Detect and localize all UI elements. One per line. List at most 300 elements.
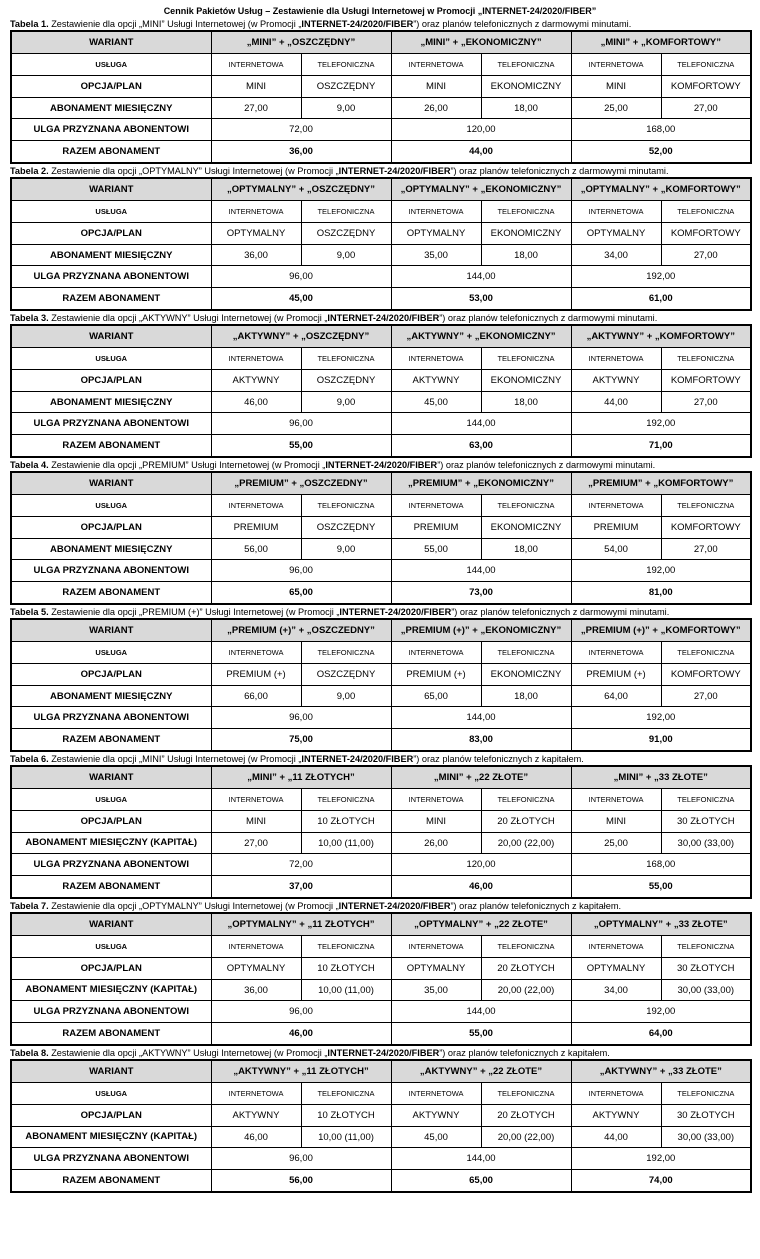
- row-label: ULGA PRZYZNANA ABONENTOWI: [11, 1001, 211, 1023]
- row-label: ULGA PRZYZNANA ABONENTOWI: [11, 119, 211, 141]
- row-label: ABONAMENT MIESIĘCZNY (KAPITAŁ): [11, 1127, 211, 1148]
- cell: 192,00: [571, 266, 751, 288]
- cell: 46,00: [211, 1023, 391, 1046]
- variant-name: „OPTYMALNY” + „11 ZŁOTYCH”: [211, 913, 391, 936]
- cell: 96,00: [211, 707, 391, 729]
- cell: INTERNETOWA: [211, 54, 301, 76]
- caption-prefix: Tabela 1.: [10, 19, 49, 29]
- table-caption: [10, 900, 750, 912]
- cell: 144,00: [391, 413, 571, 435]
- cell: AKTYWNY: [211, 1105, 301, 1127]
- cell: 18,00: [481, 392, 571, 413]
- cell: 72,00: [211, 119, 391, 141]
- cell: 144,00: [391, 266, 571, 288]
- row-razem: [11, 876, 751, 899]
- row-label: OPCJA/PLAN: [11, 664, 211, 686]
- caption-promo: INTERNET-24/2020/FIBER: [339, 607, 452, 617]
- cell: INTERNETOWA: [391, 642, 481, 664]
- cell: TELEFONICZNA: [661, 348, 751, 370]
- cell: 192,00: [571, 707, 751, 729]
- cell: 45,00: [211, 288, 391, 311]
- cell: TELEFONICZNA: [481, 1083, 571, 1105]
- cell: TELEFONICZNA: [301, 54, 391, 76]
- caption-text: Zestawienie dla opcji „PREMIUM (+)” Usługi Internetowej (w Promocji „: [48, 607, 340, 617]
- table-section: [10, 606, 750, 752]
- table-caption: [10, 1047, 750, 1059]
- row-wariant: [11, 619, 751, 642]
- price-table: [10, 618, 752, 752]
- caption-suffix: ”) oraz planów telefonicznych z darmowymi minutami.: [437, 460, 656, 470]
- row-label: RAZEM ABONAMENT: [11, 288, 211, 311]
- row-label: RAZEM ABONAMENT: [11, 1170, 211, 1193]
- cell: AKTYWNY: [571, 370, 661, 392]
- cell: 26,00: [391, 833, 481, 854]
- cell: 25,00: [571, 98, 661, 119]
- cell: TELEFONICZNA: [481, 642, 571, 664]
- cell: 27,00: [661, 392, 751, 413]
- row-label: ABONAMENT MIESIĘCZNY: [11, 686, 211, 707]
- row-abonament: [11, 245, 751, 266]
- cell: TELEFONICZNA: [301, 201, 391, 223]
- cell: 10 ZŁOTYCH: [301, 958, 391, 980]
- caption-suffix: ”) oraz planów telefonicznych z darmowymi minutami.: [439, 313, 658, 323]
- cell: INTERNETOWA: [211, 789, 301, 811]
- row-wariant: [11, 325, 751, 348]
- row-label: USŁUGA: [11, 1083, 211, 1105]
- variant-name: „AKTYWNY” + „KOMFORTOWY”: [571, 325, 751, 348]
- cell: OPTYMALNY: [391, 958, 481, 980]
- cell: 96,00: [211, 413, 391, 435]
- cell: TELEFONICZNA: [661, 936, 751, 958]
- cell: TELEFONICZNA: [481, 789, 571, 811]
- cell: TELEFONICZNA: [301, 642, 391, 664]
- cell: EKONOMICZNY: [481, 370, 571, 392]
- table-section: [10, 753, 750, 899]
- cell: INTERNETOWA: [211, 201, 301, 223]
- cell: 44,00: [571, 1127, 661, 1148]
- variant-name: „AKTYWNY” + „22 ZŁOTE”: [391, 1060, 571, 1083]
- cell: 27,00: [211, 98, 301, 119]
- cell: PREMIUM (+): [571, 664, 661, 686]
- row-usluga: [11, 1083, 751, 1105]
- row-label: WARIANT: [11, 31, 211, 54]
- cell: 74,00: [571, 1170, 751, 1193]
- cell: MINI: [571, 811, 661, 833]
- row-razem: [11, 435, 751, 458]
- row-label: ABONAMENT MIESIĘCZNY (KAPITAŁ): [11, 980, 211, 1001]
- variant-name: „OPTYMALNY” + „33 ZŁOTE”: [571, 913, 751, 936]
- table-section: [10, 459, 750, 605]
- row-label: WARIANT: [11, 766, 211, 789]
- cell: 45,00: [391, 392, 481, 413]
- variant-name: „OPTYMALNY” + „EKONOMICZNY”: [391, 178, 571, 201]
- row-opcja: [11, 223, 751, 245]
- price-table: [10, 765, 752, 899]
- cell: 192,00: [571, 1001, 751, 1023]
- price-table: [10, 30, 752, 164]
- row-label: ABONAMENT MIESIĘCZNY: [11, 98, 211, 119]
- tables-container: [10, 18, 750, 1193]
- cell: KOMFORTOWY: [661, 664, 751, 686]
- cell: 20,00 (22,00): [481, 833, 571, 854]
- caption-prefix: Tabela 6.: [10, 754, 49, 764]
- price-table: [10, 1059, 752, 1193]
- caption-suffix: ”) oraz planów telefonicznych z kapitałem.: [413, 754, 584, 764]
- cell: 55,00: [391, 539, 481, 560]
- price-table: [10, 177, 752, 311]
- row-razem: [11, 729, 751, 752]
- row-label: ABONAMENT MIESIĘCZNY: [11, 245, 211, 266]
- cell: 10,00 (11,00): [301, 833, 391, 854]
- cell: OPTYMALNY: [571, 223, 661, 245]
- cell: 27,00: [661, 245, 751, 266]
- caption-promo: INTERNET-24/2020/FIBER: [338, 166, 451, 176]
- cell: TELEFONICZNA: [481, 348, 571, 370]
- price-table: [10, 912, 752, 1046]
- cell: INTERNETOWA: [571, 789, 661, 811]
- caption-suffix: ”) oraz planów telefonicznych z kapitałem.: [439, 1048, 610, 1058]
- cell: OSZCZĘDNY: [301, 76, 391, 98]
- row-razem: [11, 288, 751, 311]
- variant-name: „MINI” + „OSZCZĘDNY”: [211, 31, 391, 54]
- caption-suffix: ”) oraz planów telefonicznych z darmowymi minutami.: [450, 166, 669, 176]
- cell: 30 ZŁOTYCH: [661, 1105, 751, 1127]
- row-label: OPCJA/PLAN: [11, 370, 211, 392]
- row-wariant: [11, 472, 751, 495]
- row-opcja: [11, 76, 751, 98]
- row-usluga: [11, 201, 751, 223]
- cell: INTERNETOWA: [571, 1083, 661, 1105]
- row-wariant: [11, 178, 751, 201]
- row-ulga: [11, 854, 751, 876]
- variant-name: „AKTYWNY” + „33 ZŁOTE”: [571, 1060, 751, 1083]
- cell: 168,00: [571, 119, 751, 141]
- cell: 61,00: [571, 288, 751, 311]
- row-wariant: [11, 1060, 751, 1083]
- row-opcja: [11, 517, 751, 539]
- variant-name: „MINI” + „33 ZŁOTE”: [571, 766, 751, 789]
- cell: 96,00: [211, 560, 391, 582]
- cell: 30,00 (33,00): [661, 1127, 751, 1148]
- cell: 91,00: [571, 729, 751, 752]
- row-wariant: [11, 766, 751, 789]
- row-ulga: [11, 413, 751, 435]
- cell: 27,00: [661, 539, 751, 560]
- variant-name: „PREMIUM” + „OSZCZEDNY”: [211, 472, 391, 495]
- row-label: OPCJA/PLAN: [11, 958, 211, 980]
- cell: 52,00: [571, 141, 751, 164]
- cell: 30,00 (33,00): [661, 833, 751, 854]
- caption-promo: INTERNET-24/2020/FIBER: [325, 460, 438, 470]
- variant-name: „PREMIUM (+)” + „OSZCZEDNY”: [211, 619, 391, 642]
- cell: 96,00: [211, 266, 391, 288]
- cell: 25,00: [571, 833, 661, 854]
- row-opcja: [11, 811, 751, 833]
- cell: 36,00: [211, 245, 301, 266]
- row-ulga: [11, 560, 751, 582]
- caption-suffix: ”) oraz planów telefonicznych z darmowymi minutami.: [413, 19, 632, 29]
- cell: 36,00: [211, 980, 301, 1001]
- cell: PREMIUM (+): [211, 664, 301, 686]
- row-label: WARIANT: [11, 1060, 211, 1083]
- cell: 35,00: [391, 980, 481, 1001]
- cell: 18,00: [481, 245, 571, 266]
- cell: INTERNETOWA: [211, 348, 301, 370]
- row-label: ULGA PRZYZNANA ABONENTOWI: [11, 1148, 211, 1170]
- row-label: RAZEM ABONAMENT: [11, 582, 211, 605]
- row-label: OPCJA/PLAN: [11, 1105, 211, 1127]
- cell: TELEFONICZNA: [661, 54, 751, 76]
- cell: PREMIUM: [211, 517, 301, 539]
- row-label: USŁUGA: [11, 789, 211, 811]
- cell: 56,00: [211, 1170, 391, 1193]
- cell: OSZCZĘDNY: [301, 223, 391, 245]
- row-label: OPCJA/PLAN: [11, 76, 211, 98]
- cell: 46,00: [391, 876, 571, 899]
- cell: 120,00: [391, 854, 571, 876]
- cell: 54,00: [571, 539, 661, 560]
- cell: 10 ZŁOTYCH: [301, 1105, 391, 1127]
- cell: KOMFORTOWY: [661, 76, 751, 98]
- cell: 30 ZŁOTYCH: [661, 811, 751, 833]
- variant-name: „PREMIUM” + „EKONOMICZNY”: [391, 472, 571, 495]
- cell: 64,00: [571, 686, 661, 707]
- cell: 44,00: [391, 141, 571, 164]
- caption-text: Zestawienie dla opcji „MINI” Usługi Internetowej (w Promocji „: [48, 19, 302, 29]
- cell: 81,00: [571, 582, 751, 605]
- cell: 36,00: [211, 141, 391, 164]
- cell: EKONOMICZNY: [481, 76, 571, 98]
- table-section: [10, 312, 750, 458]
- cell: INTERNETOWA: [211, 495, 301, 517]
- cell: 9,00: [301, 392, 391, 413]
- cell: 55,00: [571, 876, 751, 899]
- row-label: ULGA PRZYZNANA ABONENTOWI: [11, 413, 211, 435]
- cell: 35,00: [391, 245, 481, 266]
- row-opcja: [11, 958, 751, 980]
- cell: TELEFONICZNA: [661, 201, 751, 223]
- cell: 65,00: [391, 686, 481, 707]
- row-label: USŁUGA: [11, 54, 211, 76]
- caption-prefix: Tabela 5.: [10, 607, 49, 617]
- table-caption: [10, 459, 750, 471]
- caption-text: Zestawienie dla opcji „MINI” Usługi Internetowej (w Promocji „: [48, 754, 302, 764]
- variant-name: „MINI” + „EKONOMICZNY”: [391, 31, 571, 54]
- caption-text: Zestawienie dla opcji „OPTYMALNY” Usługi Internetowej (w Promocji „: [48, 166, 339, 176]
- cell: TELEFONICZNA: [481, 201, 571, 223]
- cell: 30 ZŁOTYCH: [661, 958, 751, 980]
- table-section: [10, 900, 750, 1046]
- cell: 20 ZŁOTYCH: [481, 958, 571, 980]
- cell: 20,00 (22,00): [481, 980, 571, 1001]
- page-title: Cennik Pakietów Usług – Zestawienie dla Usługi Internetowej w Promocji „INTERNET-24/2020/FIBER”: [163, 6, 597, 16]
- row-label: WARIANT: [11, 913, 211, 936]
- cell: INTERNETOWA: [211, 936, 301, 958]
- cell: TELEFONICZNA: [481, 495, 571, 517]
- row-usluga: [11, 54, 751, 76]
- variant-name: „OPTYMALNY” + „KOMFORTOWY”: [571, 178, 751, 201]
- row-usluga: [11, 789, 751, 811]
- cell: 45,00: [391, 1127, 481, 1148]
- cell: 27,00: [661, 686, 751, 707]
- row-label: OPCJA/PLAN: [11, 811, 211, 833]
- cell: 27,00: [661, 98, 751, 119]
- cell: 168,00: [571, 854, 751, 876]
- cell: 53,00: [391, 288, 571, 311]
- cell: OSZCZĘDNY: [301, 517, 391, 539]
- cell: OPTYMALNY: [211, 958, 301, 980]
- row-label: ULGA PRZYZNANA ABONENTOWI: [11, 707, 211, 729]
- cell: 96,00: [211, 1001, 391, 1023]
- cell: 144,00: [391, 1001, 571, 1023]
- caption-text: Zestawienie dla opcji „AKTYWNY” Usługi Internetowej (w Promocji „: [48, 1048, 328, 1058]
- variant-name: „AKTYWNY” + „EKONOMICZNY”: [391, 325, 571, 348]
- caption-prefix: Tabela 2.: [10, 166, 49, 176]
- row-abonament: [11, 98, 751, 119]
- cell: PREMIUM: [391, 517, 481, 539]
- cell: INTERNETOWA: [571, 642, 661, 664]
- cell: INTERNETOWA: [211, 642, 301, 664]
- table-caption: [10, 18, 750, 30]
- cell: 30,00 (33,00): [661, 980, 751, 1001]
- cell: MINI: [391, 811, 481, 833]
- cell: TELEFONICZNA: [481, 54, 571, 76]
- variant-name: „MINI” + „22 ZŁOTE”: [391, 766, 571, 789]
- price-table: [10, 324, 752, 458]
- cell: 96,00: [211, 1148, 391, 1170]
- caption-text: Zestawienie dla opcji „PREMIUM” Usługi Internetowej (w Promocji „: [48, 460, 326, 470]
- cell: 55,00: [211, 435, 391, 458]
- cell: 192,00: [571, 413, 751, 435]
- caption-suffix: ”) oraz planów telefonicznych z darmowymi minutami.: [451, 607, 670, 617]
- row-wariant: [11, 913, 751, 936]
- variant-name: „PREMIUM (+)” + „EKONOMICZNY”: [391, 619, 571, 642]
- cell: 20,00 (22,00): [481, 1127, 571, 1148]
- row-label: OPCJA/PLAN: [11, 223, 211, 245]
- cell: TELEFONICZNA: [481, 936, 571, 958]
- cell: 73,00: [391, 582, 571, 605]
- row-label: ABONAMENT MIESIĘCZNY: [11, 392, 211, 413]
- cell: 10,00 (11,00): [301, 980, 391, 1001]
- cell: 18,00: [481, 98, 571, 119]
- cell: 65,00: [391, 1170, 571, 1193]
- cell: 27,00: [211, 833, 301, 854]
- cell: 75,00: [211, 729, 391, 752]
- cell: 26,00: [391, 98, 481, 119]
- row-label: RAZEM ABONAMENT: [11, 876, 211, 899]
- row-label: OPCJA/PLAN: [11, 517, 211, 539]
- cell: 34,00: [571, 245, 661, 266]
- cell: 56,00: [211, 539, 301, 560]
- row-usluga: [11, 642, 751, 664]
- cell: 9,00: [301, 539, 391, 560]
- row-abonament: [11, 539, 751, 560]
- caption-suffix: ”) oraz planów telefonicznych z kapitałem.: [450, 901, 622, 911]
- cell: 46,00: [211, 1127, 301, 1148]
- row-wariant: [11, 31, 751, 54]
- cell: INTERNETOWA: [391, 1083, 481, 1105]
- row-razem: [11, 141, 751, 164]
- variant-name: „PREMIUM (+)” + „KOMFORTOWY”: [571, 619, 751, 642]
- row-abonament: [11, 833, 751, 854]
- row-usluga: [11, 348, 751, 370]
- row-label: USŁUGA: [11, 348, 211, 370]
- row-ulga: [11, 266, 751, 288]
- cell: 144,00: [391, 707, 571, 729]
- variant-name: „OPTYMALNY” + „OSZCZĘDNY”: [211, 178, 391, 201]
- cell: TELEFONICZNA: [301, 348, 391, 370]
- cell: TELEFONICZNA: [301, 789, 391, 811]
- row-label: WARIANT: [11, 178, 211, 201]
- cell: TELEFONICZNA: [301, 1083, 391, 1105]
- row-label: USŁUGA: [11, 495, 211, 517]
- row-label: ABONAMENT MIESIĘCZNY (KAPITAŁ): [11, 833, 211, 854]
- cell: 192,00: [571, 1148, 751, 1170]
- cell: 20 ZŁOTYCH: [481, 811, 571, 833]
- cell: OPTYMALNY: [211, 223, 301, 245]
- variant-name: „PREMIUM” + „KOMFORTOWY”: [571, 472, 751, 495]
- cell: 192,00: [571, 560, 751, 582]
- row-abonament: [11, 980, 751, 1001]
- row-opcja: [11, 664, 751, 686]
- caption-promo: INTERNET-24/2020/FIBER: [327, 1048, 440, 1058]
- row-opcja: [11, 370, 751, 392]
- cell: 46,00: [211, 392, 301, 413]
- cell: 18,00: [481, 686, 571, 707]
- caption-text: Zestawienie dla opcji „OPTYMALNY” Usługi Internetowej (w Promocji „: [48, 901, 339, 911]
- row-label: WARIANT: [11, 325, 211, 348]
- cell: TELEFONICZNA: [661, 642, 751, 664]
- row-label: ULGA PRZYZNANA ABONENTOWI: [11, 560, 211, 582]
- cell: 63,00: [391, 435, 571, 458]
- cell: PREMIUM: [571, 517, 661, 539]
- cell: TELEFONICZNA: [661, 1083, 751, 1105]
- cell: TELEFONICZNA: [301, 936, 391, 958]
- row-label: ULGA PRZYZNANA ABONENTOWI: [11, 266, 211, 288]
- row-label: USŁUGA: [11, 201, 211, 223]
- cell: 64,00: [571, 1023, 751, 1046]
- cell: INTERNETOWA: [211, 1083, 301, 1105]
- cell: 9,00: [301, 98, 391, 119]
- cell: KOMFORTOWY: [661, 370, 751, 392]
- variant-name: „AKTYWNY” + „11 ZŁOTYCH”: [211, 1060, 391, 1083]
- row-label: ULGA PRZYZNANA ABONENTOWI: [11, 854, 211, 876]
- cell: 10,00 (11,00): [301, 1127, 391, 1148]
- table-caption: [10, 753, 750, 765]
- row-label: USŁUGA: [11, 642, 211, 664]
- row-usluga: [11, 936, 751, 958]
- cell: 18,00: [481, 539, 571, 560]
- cell: KOMFORTOWY: [661, 223, 751, 245]
- cell: EKONOMICZNY: [481, 223, 571, 245]
- cell: PREMIUM (+): [391, 664, 481, 686]
- table-caption: [10, 312, 750, 324]
- cell: EKONOMICZNY: [481, 664, 571, 686]
- cell: 72,00: [211, 854, 391, 876]
- cell: INTERNETOWA: [571, 348, 661, 370]
- row-ulga: [11, 1001, 751, 1023]
- row-abonament: [11, 686, 751, 707]
- variant-name: „MINI” + „11 ZŁOTYCH”: [211, 766, 391, 789]
- caption-promo: INTERNET-24/2020/FIBER: [327, 313, 440, 323]
- row-ulga: [11, 119, 751, 141]
- cell: MINI: [391, 76, 481, 98]
- table-caption: [10, 606, 750, 618]
- row-razem: [11, 1023, 751, 1046]
- cell: AKTYWNY: [391, 370, 481, 392]
- cell: OSZCZĘDNY: [301, 370, 391, 392]
- cell: KOMFORTOWY: [661, 517, 751, 539]
